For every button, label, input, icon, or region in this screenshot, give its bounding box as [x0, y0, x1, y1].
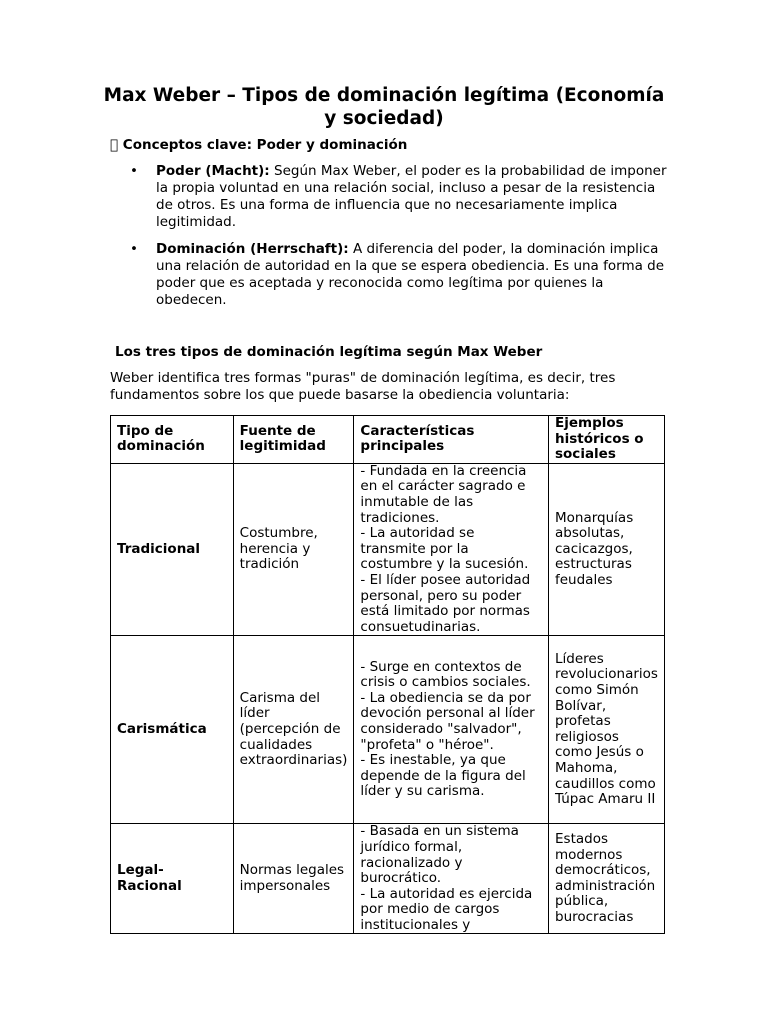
cell-tipo: Carismática	[111, 636, 234, 824]
table-row	[111, 636, 665, 824]
header-fuente: Fuente de legitimidad	[233, 416, 354, 464]
characteristic-line: - La autoridad es ejercida por medio de cargos institucionales y	[360, 885, 533, 933]
table-row	[111, 824, 665, 934]
cell-ejemplos: Estados modernos democráticos, administración pública, burocracias	[549, 824, 665, 934]
cell-caracteristicas	[354, 824, 549, 934]
characteristic-line: - El líder posee autoridad personal, pero su poder está limitado por normas consuetudinarias.	[360, 571, 531, 635]
cell-caracteristicas	[354, 636, 549, 824]
term-dominacion: Dominación (Herrschaft):	[156, 241, 349, 257]
cell-caracteristicas	[354, 463, 549, 636]
table-row	[111, 463, 665, 636]
concepts-list	[110, 163, 670, 319]
characteristic-line: - Fundada en la creencia en el carácter sagrado e inmutable de las tradiciones.	[360, 462, 527, 526]
header-tipo: Tipo de dominación	[111, 416, 234, 464]
types-heading: Los tres tipos de dominación legítima según Max Weber	[115, 344, 543, 360]
cell-fuente: Carisma del líder (percepción de cualidades extraordinarias)	[233, 636, 354, 824]
cell-tipo: Legal-Racional	[111, 824, 234, 934]
list-item-dominacion	[110, 241, 670, 309]
cell-fuente: Normas legales impersonales	[233, 824, 354, 934]
definition-poder: Según Max Weber, el poder es la probabilidad de imponer la propia voluntad en una relación social, incluso a pesar de la resistencia de otros. Es una forma de influencia que no necesariamente implica legitimidad.	[156, 163, 667, 230]
intro-paragraph: Weber identifica tres formas "puras" de dominación legítima, es decir, tres fundamentos sobre los que puede basarse la obediencia voluntaria:	[110, 370, 616, 403]
bullet-icon: •	[130, 163, 138, 179]
concepts-heading:   Conceptos clave: Poder y dominación	[110, 137, 408, 153]
characteristic-line: - Basada en un sistema jurídico formal, racionalizado y burocrático.	[360, 823, 519, 887]
document-title: Max Weber – Tipos de dominación legítima (Economía y sociedad)	[103, 85, 665, 129]
term-poder: Poder (Macht):	[156, 163, 270, 179]
cell-tipo: Tradicional	[111, 463, 234, 636]
characteristic-line: - Surge en contextos de crisis o cambios sociales.	[360, 658, 531, 691]
list-item-poder	[110, 163, 670, 231]
table-header-row	[111, 416, 665, 464]
characteristic-line: - Es inestable, ya que depende de la figura del líder y su carisma.	[360, 752, 526, 800]
cell-fuente: Costumbre, herencia y tradición	[233, 463, 354, 636]
header-ejemplos: Ejemplos históricos o sociales	[549, 416, 665, 464]
cell-ejemplos: Monarquías absolutas, cacicazgos, estructuras feudales	[549, 463, 665, 636]
header-caracteristicas: Características principales	[354, 416, 549, 464]
domination-types-table	[110, 415, 665, 934]
characteristic-line: - La obediencia se da por devoción personal al líder considerado "salvador", "profeta" o "héroe".	[360, 689, 535, 753]
characteristic-line: - La autoridad se transmite por la costumbre y la sucesión.	[360, 525, 529, 573]
cell-ejemplos: Líderes revolucionarios como Simón Bolívar, profetas religiosos como Jesús o Mahoma, caudillos como Túpac Amaru II	[549, 636, 665, 824]
bullet-icon: •	[130, 241, 138, 257]
definition-dominacion: A diferencia del poder, la dominación implica una relación de autoridad en la que se espera obediencia. Es una forma de poder que es aceptada y reconocida como legítima por quienes la obedecen.	[156, 241, 665, 308]
